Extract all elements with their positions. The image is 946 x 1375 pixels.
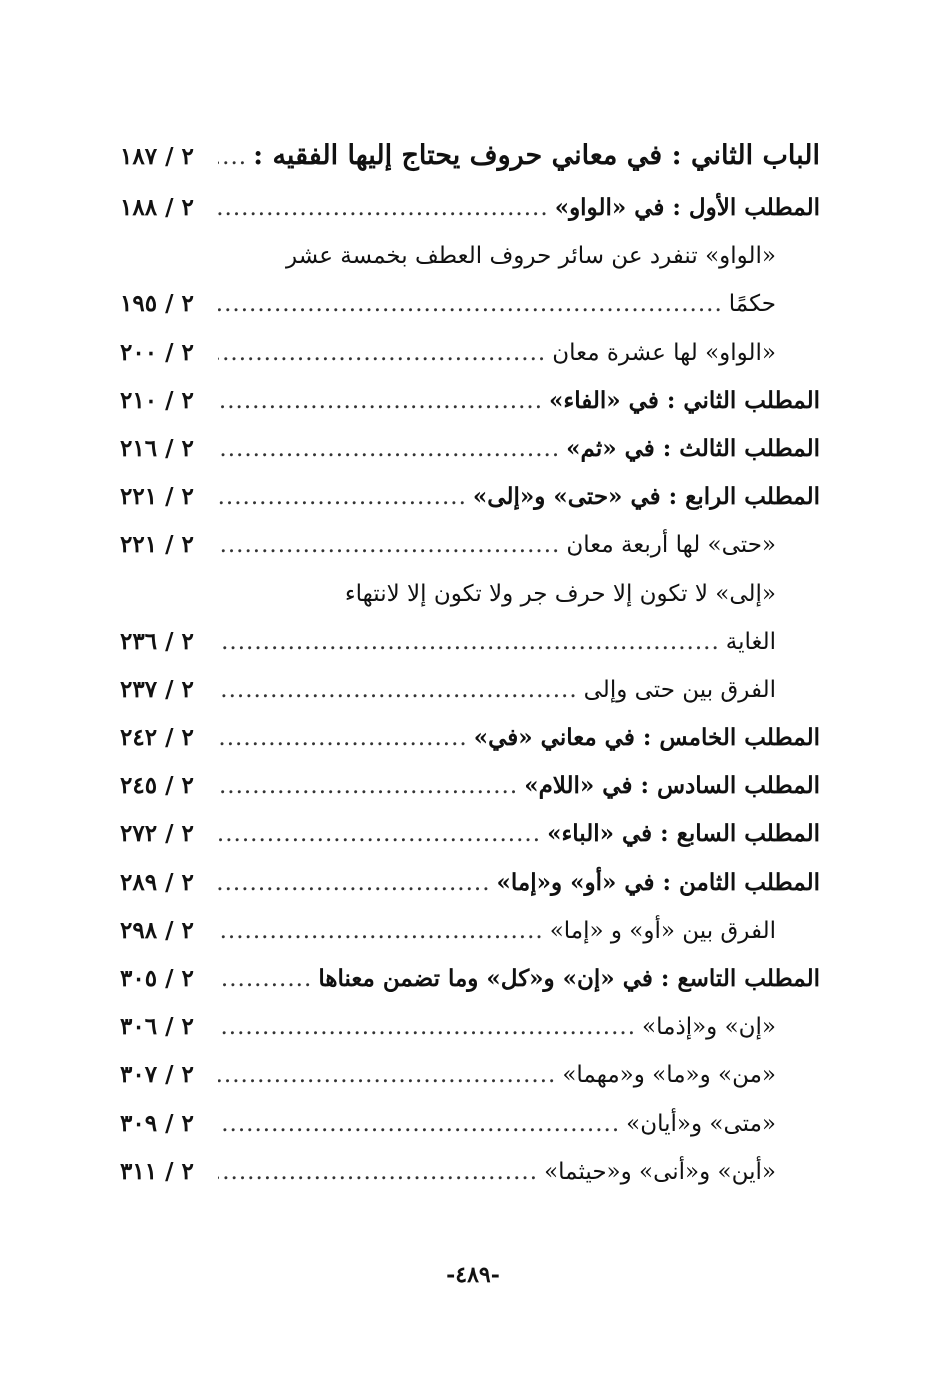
toc-entry (120, 425, 820, 473)
toc-entry (120, 666, 820, 714)
toc-leader-dots (218, 1051, 556, 1099)
toc-entry (120, 377, 820, 425)
toc-entry-title: «الواو» لها عشرة معان (552, 339, 776, 366)
toc-entry (120, 907, 820, 955)
toc-entry (120, 329, 820, 377)
toc-entry-page: ٢ / ٢٢١ (120, 531, 194, 559)
toc-entry (120, 473, 820, 521)
toc-entry-page: ٢ / ٣٠٦ (120, 1013, 194, 1041)
toc-entry-page: ٢ / ١٩٥ (120, 290, 194, 318)
toc-leader-dots (218, 666, 578, 714)
toc-leader-dots (218, 425, 560, 473)
toc-leader-dots (218, 129, 247, 185)
toc-entry (120, 128, 820, 184)
toc-leader-dots (218, 1003, 636, 1051)
toc-entry (120, 618, 820, 666)
toc-entry-page: ٢ / ٢١٦ (120, 434, 194, 462)
toc-entry-title: الفرق بين حتى وإلى (583, 676, 776, 703)
toc-entry-title: الباب الثاني : في معاني حروف يحتاج إليها الفقيه : (253, 140, 820, 171)
page-number: -٤٨٩- (446, 1262, 500, 1288)
toc-entry-title: حكمًا (728, 291, 776, 318)
toc-entry-page: ٢ / ٢٣٦ (120, 627, 194, 655)
toc-leader-dots (218, 1100, 620, 1148)
toc-entry-page: ٢ / ١٨٧ (120, 143, 194, 170)
toc-entry-title: «حتى» لها أربعة معان (566, 532, 776, 559)
toc-entry-title: «أين» و«أنى» و«حيثما» (544, 1158, 776, 1185)
toc-leader-dots (218, 377, 543, 425)
toc-entry-page: ٢ / ٢٢١ (120, 483, 194, 511)
toc-entry-title: المطلب السادس : في «اللام» (524, 772, 820, 800)
toc-entry-title: «الواو» تنفرد عن سائر حروف العطف بخمسة عشر (286, 243, 776, 270)
toc-entry-page: ٢ / ٢٠٠ (120, 338, 194, 366)
toc-entry-title: «متى» و«أيان» (626, 1110, 776, 1137)
toc-entry-page: ٢ / ٢١٠ (120, 386, 194, 414)
toc-leader-dots (218, 859, 491, 907)
toc-entry-title: المطلب السابع : في «الباء» (547, 820, 820, 848)
toc-entry (120, 1148, 820, 1196)
toc-leader-dots (218, 762, 518, 810)
toc-entry-title: المطلب الثامن : في «أو» و«إما» (496, 868, 820, 896)
toc-entry-page: ٢ / ٢٩٨ (120, 916, 194, 944)
toc-entry (120, 859, 820, 907)
toc-entry (120, 1051, 820, 1099)
toc-leader-dots (218, 184, 549, 232)
toc-entry-page: ٢ / ٢٧٢ (120, 820, 194, 848)
table-of-contents (120, 128, 820, 1196)
toc-entry-title: «إلى» لا تكون إلا حرف جر ولا تكون إلا لانتهاء (344, 580, 776, 607)
toc-leader-dots (218, 618, 720, 666)
toc-entry-page: ٢ / ٣٠٩ (120, 1109, 194, 1137)
toc-leader-dots (218, 1148, 538, 1196)
toc-entry (120, 955, 820, 1003)
toc-entry-title: المطلب الرابع : في «حتى» و«إلى» (472, 483, 820, 511)
toc-entry (120, 570, 820, 618)
toc-entry-title: المطلب الثالث : في «ثم» (566, 434, 820, 462)
toc-entry-page: ٢ / ٣١١ (120, 1157, 194, 1185)
toc-entry (120, 521, 820, 569)
toc-entry-page: ٢ / ٣٠٥ (120, 965, 194, 992)
toc-entry-title: المطلب التاسع : في «إن» و«كل» وما تضمن معناها (318, 965, 820, 992)
toc-leader-dots (218, 329, 546, 377)
toc-entry (120, 232, 820, 280)
toc-entry (120, 762, 820, 810)
toc-entry-page: ٢ / ٢٤٢ (120, 724, 194, 752)
toc-entry-title: المطلب الخامس : في معاني «في» (473, 724, 820, 752)
toc-entry (120, 1100, 820, 1148)
toc-leader-dots (218, 473, 467, 521)
toc-entry (120, 810, 820, 858)
toc-leader-dots (218, 907, 544, 955)
toc-entry (120, 184, 820, 232)
toc-leader-dots (218, 810, 541, 858)
toc-entry-title: المطلب الأول : في «الواو» (554, 194, 820, 221)
toc-entry (120, 280, 820, 328)
toc-leader-dots (218, 521, 560, 569)
toc-leader-dots (218, 955, 312, 1003)
toc-leader-dots (218, 280, 723, 328)
toc-entry-page: ٢ / ٢٨٩ (120, 868, 194, 896)
toc-entry-title: الغاية (725, 628, 776, 655)
toc-entry-page: ٢ / ١٨٨ (120, 194, 194, 221)
toc-entry-page: ٢ / ٢٤٥ (120, 772, 194, 800)
toc-entry (120, 1003, 820, 1051)
toc-entry-page: ٢ / ٣٠٧ (120, 1061, 194, 1089)
toc-entry-title: «إن» و«إذما» (642, 1014, 776, 1041)
toc-leader-dots (218, 714, 468, 762)
toc-entry (120, 714, 820, 762)
toc-entry-title: المطلب الثاني : في «الفاء» (549, 386, 820, 414)
toc-entry-title: الفرق بين «أو» و «إما» (549, 917, 776, 944)
toc-entry-title: «من» و«ما» و«مهما» (562, 1062, 776, 1089)
toc-entry-page: ٢ / ٢٣٧ (120, 675, 194, 703)
